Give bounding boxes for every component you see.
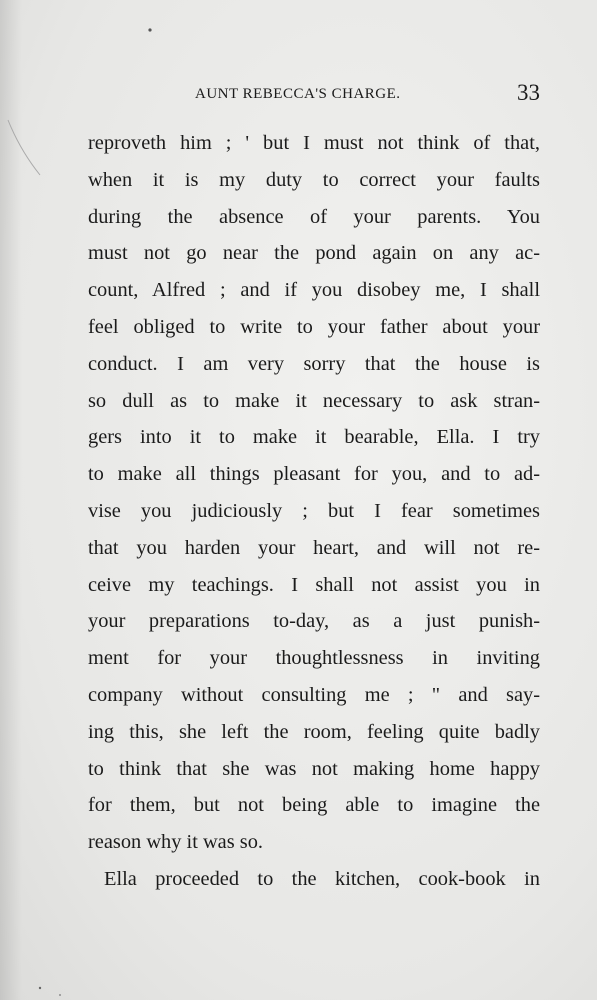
text-line: when it is my duty to correct your faults (88, 168, 540, 191)
text-line: during the absence of your parents. You (88, 205, 540, 228)
text-line: to think that she was not making home happy (88, 757, 540, 780)
text-line: that you harden your heart, and will not re- (88, 536, 540, 559)
page-number: 33 (517, 80, 540, 105)
page-header (88, 80, 540, 110)
running-title: AUNT REBECCA'S CHARGE. (195, 86, 401, 102)
body-text (88, 125, 540, 898)
text-line: for them, but not being able to imagine the (88, 794, 540, 817)
text-line: ceive my teachings. I shall not assist you in (88, 573, 540, 596)
text-line: ing this, she left the room, feeling quite badly (88, 720, 540, 743)
text-line: conduct. I am very sorry that the house is (88, 352, 540, 375)
text-line: ment for your thoughtlessness in inviting (88, 647, 540, 670)
text-line: so dull as to make it necessary to ask stran- (88, 389, 540, 412)
text-line: Ella proceeded to the kitchen, cook-book in (104, 867, 540, 890)
text-line: your preparations to-day, as a just punish- (88, 610, 540, 633)
text-line: to make all things pleasant for you, and to ad- (88, 463, 540, 486)
text-line: count, Alfred ; and if you disobey me, I shall (88, 279, 540, 302)
text-line: reproveth him ; ' but I must not think of that, (88, 132, 540, 154)
text-line: company without consulting me ; " and say- (88, 683, 540, 706)
text-line: vise you judiciously ; but I fear sometimes (88, 499, 540, 522)
text-line: gers into it to make it bearable, Ella. I try (88, 426, 540, 449)
text-line: must not go near the pond again on any ac- (88, 242, 540, 265)
text-line: feel obliged to write to your father about your (88, 315, 540, 338)
text-line: reason why it was so. (88, 831, 263, 854)
